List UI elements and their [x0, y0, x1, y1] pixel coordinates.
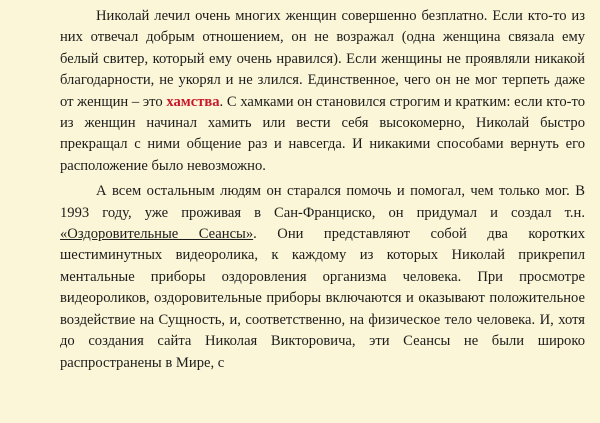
page-footer-sidebar: [0, 0, 58, 423]
sessions-link[interactable]: «Оздоровительные Сеансы»: [60, 226, 254, 243]
paragraph-1-text-b: . С хамками он становился строгим и кратким: если кто-то из женщин начинал хамить или вести себя высокомерно, Николай быстро прекращал с ними общение раз и навсегда. И никакими способами вернуть его расположение было невозможно.: [60, 93, 586, 174]
document-body: [60, 6, 585, 374]
paragraph-1-text-a: Николай лечил очень многих женщин совершенно безплатно. Если кто-то из них отвечал добрым отношением, он не возражал (одна женщина связала ему белый свитер, который ему очень нравился). Если женщины не проявляли никакой благодарности, не укорял и не злился. Единственное, чего он не мог терпеть даже от женщин – это: [60, 8, 585, 110]
paragraph-1: [60, 6, 585, 177]
paragraph-2-text-a: А всем остальным людям он старался помочь и помогал, чем только мог. В 1993 году, уже проживая в Сан-Франциско, он придумал и создал т.н.: [60, 183, 585, 221]
paragraph-2: [60, 181, 585, 374]
highlighted-word: хамства: [166, 93, 220, 110]
paragraph-2-text-b: . Они представляют собой два коротких шестиминутных видеоролика, к каждому из которых Николай прикрепил ментальные приборы оздоровления организма человека. При просмотре видеороликов, оздоровительные приборы включаются и оказывают положительное воздействие на Сущность, и, соответственно, на физическое тело человека. И, хотя до создания сайта Николая Викторовича, эти Сеансы не были широко распространены в Мире, с: [60, 226, 585, 371]
